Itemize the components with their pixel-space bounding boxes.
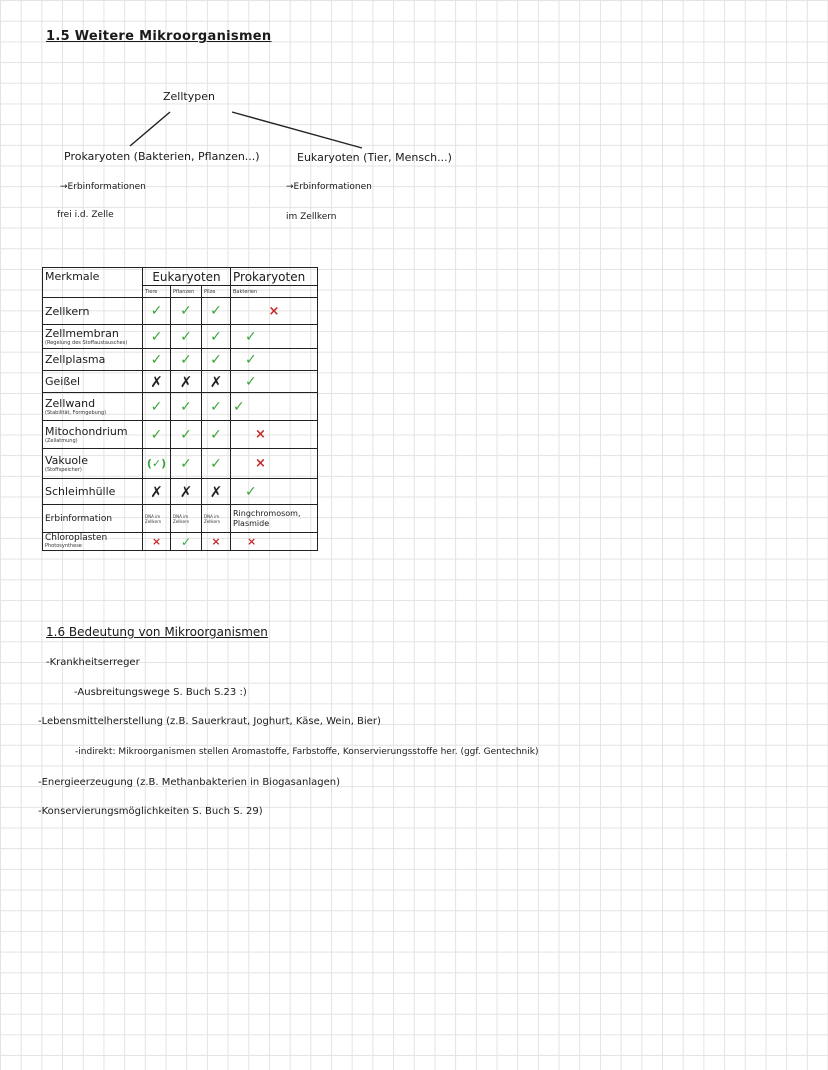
table-row xyxy=(43,371,318,393)
header-prokaryoten: Prokaryoten xyxy=(231,268,318,286)
table-row xyxy=(43,298,318,325)
note-energieerzeugung: -Energieerzeugung (z.B. Methanbakterien in Biogasanlagen) xyxy=(38,777,340,788)
cell-type-comparison-table xyxy=(42,267,318,551)
left-note-frei-in-zelle: frei i.d. Zelle xyxy=(57,210,114,220)
table-subheader-row xyxy=(43,286,318,298)
cell-value: ✓ xyxy=(231,393,318,421)
cell-value: ✗ xyxy=(143,371,171,393)
subheader-pflanzen: Pflanzen xyxy=(171,286,202,298)
cell-value: ✓ xyxy=(231,349,318,371)
row-label: Mitochondrium xyxy=(45,425,128,438)
row-label: Geißel xyxy=(45,375,81,388)
note-lebensmittelherstellung: -Lebensmittelherstellung (z.B. Sauerkraut, Joghurt, Käse, Wein, Bier) xyxy=(38,716,381,727)
row-label: Erbinformation xyxy=(45,513,113,524)
header-merkmale: Merkmale xyxy=(43,268,143,286)
subheader-tiere: Tiere xyxy=(143,286,171,298)
row-label: Zellkern xyxy=(45,304,90,318)
cell-value: ✓ xyxy=(202,393,231,421)
row-note: (Stoffspeicher) xyxy=(45,467,82,473)
tree-root-zelltypen: Zelltypen xyxy=(163,90,215,103)
table-row xyxy=(43,349,318,371)
tree-left-prokaryoten: Prokaryoten (Bakterien, Pflanzen...) xyxy=(64,150,260,163)
cell-value: ✓ xyxy=(231,479,318,505)
cell-value: ✓ xyxy=(143,393,171,421)
cell-value: ✗ xyxy=(202,371,231,393)
cell-value: ✓ xyxy=(171,533,202,551)
row-label: Zellplasma xyxy=(45,353,106,366)
table-row xyxy=(43,449,318,479)
cell-value: ✓ xyxy=(143,421,171,449)
row-label: Zellwand xyxy=(45,397,96,410)
cell-value: Ringchromosom, Plasmide xyxy=(231,505,318,533)
note-indirekt: -indirekt: Mikroorganismen stellen Aromastoffe, Farbstoffe, Konservierungsstoffe her. (ggf. Gentechnik) xyxy=(75,747,539,757)
row-label: Schleimhülle xyxy=(45,485,116,498)
row-label: Chloroplasten xyxy=(45,533,108,543)
cell-value: ✓ xyxy=(231,371,318,393)
cell-value: ✓ xyxy=(143,298,171,325)
row-note: (Stabilität, Formgebung) xyxy=(45,410,107,416)
cell-value: ✓ xyxy=(202,449,231,479)
cell-value: ✗ xyxy=(143,479,171,505)
row-label: Zellmembran xyxy=(45,327,119,340)
cell-value: DNA im Zellkern xyxy=(143,505,171,533)
cell-value: DNA im Zellkern xyxy=(202,505,231,533)
header-eukaryoten: Eukaryoten xyxy=(143,268,231,286)
row-label: Vakuole xyxy=(45,454,88,467)
row-note: (Zellatmung) xyxy=(45,438,78,444)
cell-value: × xyxy=(202,533,231,551)
cell-value: ✗ xyxy=(171,371,202,393)
note-ausbreitungswege: -Ausbreitungswege S. Buch S.23 :) xyxy=(74,687,247,698)
note-krankheitserreger: -Krankheitserreger xyxy=(46,657,140,668)
note-konservierung: -Konservierungsmöglichkeiten S. Buch S. 29) xyxy=(38,806,263,817)
table-row xyxy=(43,533,318,551)
section-title-bedeutung: 1.6 Bedeutung von Mikroorganismen xyxy=(46,625,268,639)
cell-value: × xyxy=(231,421,318,449)
cell-value: ✓ xyxy=(171,449,202,479)
cell-value: ✓ xyxy=(202,298,231,325)
cell-value: ✓ xyxy=(202,421,231,449)
cell-value: ✓ xyxy=(202,349,231,371)
cell-value: (✓) xyxy=(143,449,171,479)
cell-value: ✗ xyxy=(202,479,231,505)
section-title-weitere-mikroorganismen: 1.5 Weitere Mikroorganismen xyxy=(46,29,272,44)
table-row xyxy=(43,421,318,449)
cell-value: ✓ xyxy=(202,325,231,349)
table-row xyxy=(43,505,318,533)
subheader-bakterien: Bakterien xyxy=(231,286,318,298)
row-note: Photosynthese xyxy=(45,543,82,549)
table-row xyxy=(43,393,318,421)
cell-value: ✓ xyxy=(171,325,202,349)
table-row xyxy=(43,479,318,505)
cell-value: ✗ xyxy=(171,479,202,505)
cell-value: ✓ xyxy=(231,325,318,349)
right-note-erbinformationen: →Erbinformationen xyxy=(286,182,372,192)
left-note-erbinformationen: →Erbinformationen xyxy=(60,182,146,192)
tree-right-eukaryoten: Eukaryoten (Tier, Mensch...) xyxy=(297,151,452,164)
cell-value: ✓ xyxy=(171,349,202,371)
cell-value: × xyxy=(231,533,318,551)
cell-value: × xyxy=(143,533,171,551)
subheader-pilze: Pilze xyxy=(202,286,231,298)
cell-value: × xyxy=(231,449,318,479)
cell-value: ✓ xyxy=(171,421,202,449)
cell-value: × xyxy=(231,298,318,325)
cell-value: ✓ xyxy=(171,298,202,325)
cell-value: DNA im Zellkern xyxy=(171,505,202,533)
table-row xyxy=(43,325,318,349)
cell-value: ✓ xyxy=(143,349,171,371)
cell-value: ✓ xyxy=(171,393,202,421)
right-note-im-zellkern: im Zellkern xyxy=(286,212,337,222)
cell-value: ✓ xyxy=(143,325,171,349)
row-note: (Regelung des Stoffaustausches) xyxy=(45,340,128,346)
table-header-row xyxy=(43,268,318,286)
